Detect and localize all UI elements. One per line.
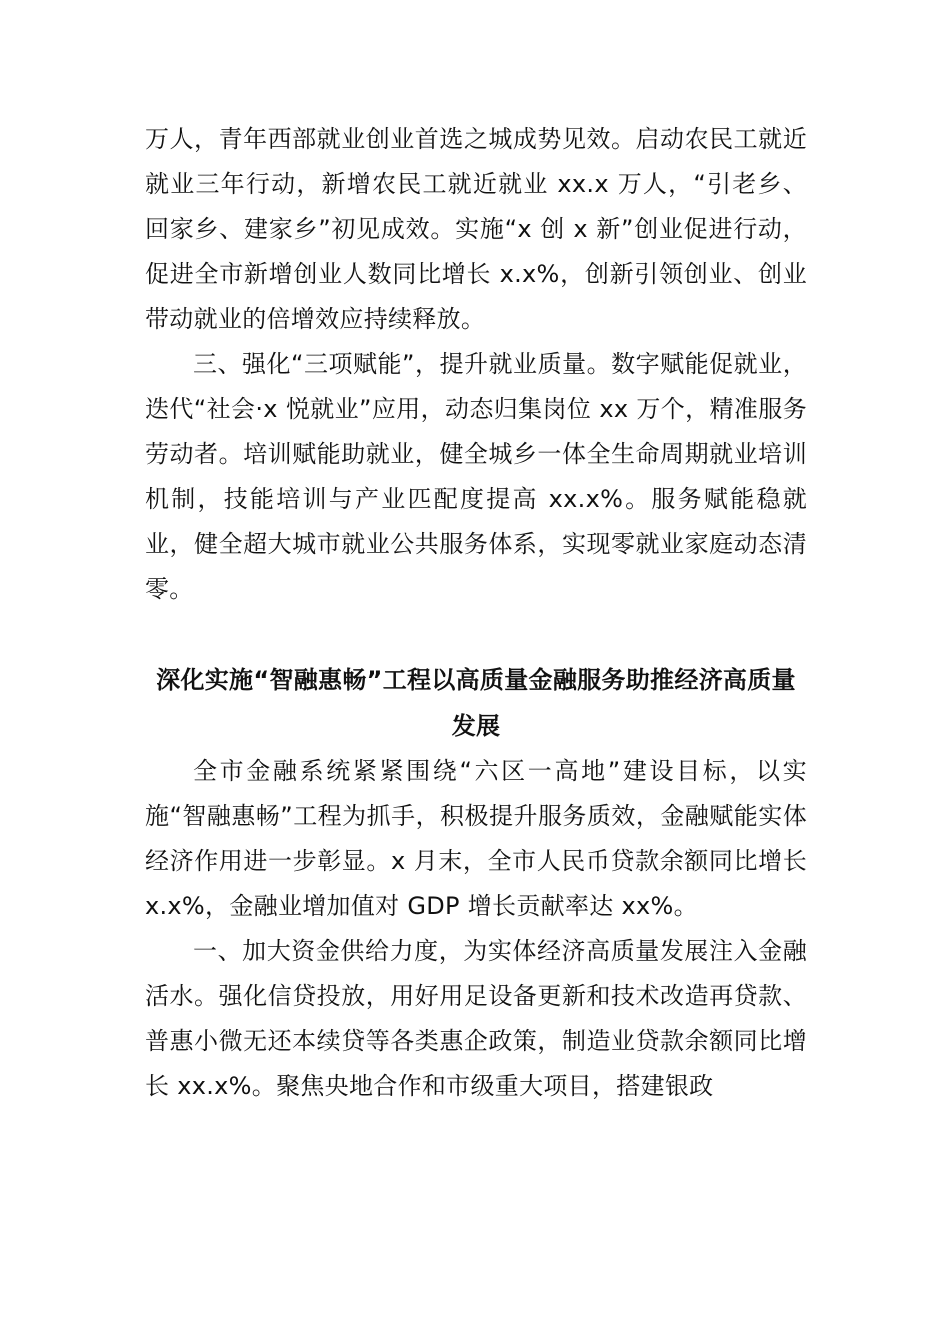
document-page xyxy=(145,117,807,1109)
title-project-name: 智融惠畅 xyxy=(269,666,367,694)
section-title xyxy=(145,657,807,749)
paragraph-point-three: 三、强化“三项赋能”，提升就业质量。数字赋能促就业，迭代“社会·x 悦就业”应用，动态归集岗位 xx 万个，精准服务劳动者。培训赋能助就业，健全城乡一体全生命周期就业培训机制，技能培训与产业匹配度提高 xx.x%。服务赋能稳就业，健全超大城市就业公共服务体系，实现零就业家庭动态清零。 xyxy=(145,350,807,603)
title-part-1: 深化实施 xyxy=(156,666,254,694)
section-spacer xyxy=(145,612,807,657)
paragraph-point-one: 一、加大资金供给力度，为实体经济高质量发展注入金融活水。强化信贷投放，用好用足设备更新和技术改造再贷款、普惠小微无还本续贷等各类惠企政策，制造业贷款余额同比增长 xx.x%。聚焦央地合作和市级重大项目，搭建银政 xyxy=(145,937,807,1100)
paragraph-intro: 全市金融系统紧紧围绕“六区一高地”建设目标，以实施“智融惠畅”工程为抓手，积极提升服务质效，金融赋能实体经济作用进一步彰显。x 月末，全市人民币贷款余额同比增长 x.x%，金融业增加值对 GDP 增长贡献率达 xx%。 xyxy=(145,757,807,920)
paragraph-continuation: 万人，青年西部就业创业首选之城成势见效。启动农民工就近就业三年行动，新增农民工就近就业 xx.x 万人，“引老乡、回家乡、建家乡”初见成效。实施“x 创 x 新”创业促进行动，促进全市新增创业人数同比增长 x.x%，创新引领创业、创业带动就业的倍增效应持续释放。 xyxy=(145,125,807,333)
title-quote-close: ” xyxy=(366,666,383,694)
title-quote-open: “ xyxy=(253,666,270,694)
title-part-2: 工程以高质量金融服务助推经济高质量发展 xyxy=(382,666,796,740)
